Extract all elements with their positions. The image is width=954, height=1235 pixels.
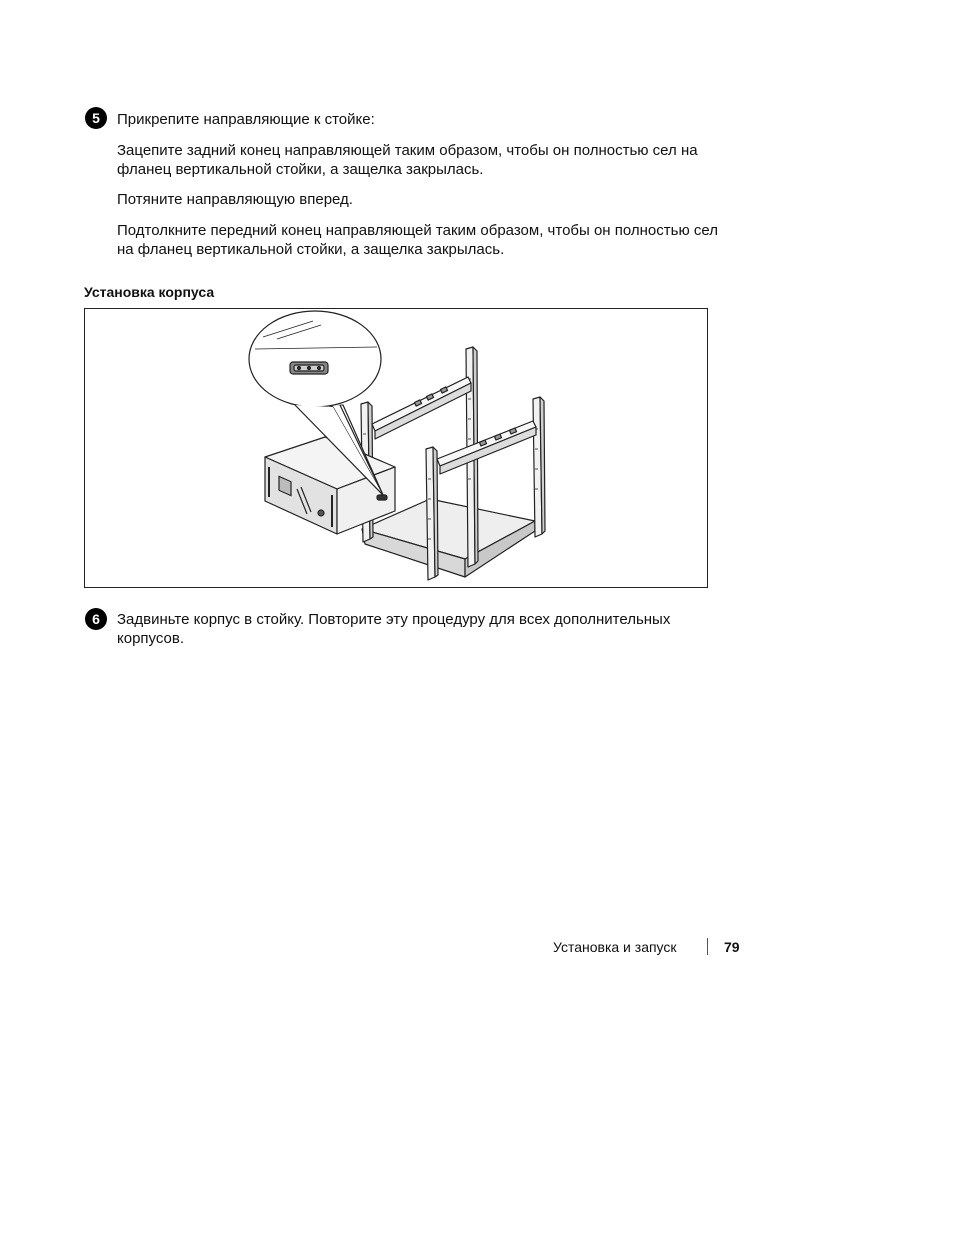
figure-frame [84,308,708,588]
step-5-sub-3: Подтолкните передний конец направляющей таким образом, чтобы он полностью сел на фланец вертикальной стойки, а защелка закрылась. [117,222,718,258]
step-5-intro: Прикрепите направляющие к стойке: [117,111,375,128]
step-5-badge: 5 [85,107,107,129]
step-5-sub-2: Потяните направляющую вперед. [117,191,353,208]
footer-separator [707,938,708,955]
step-5-sub-1: Зацепите задний конец направляющей таким образом, чтобы он полностью сел на фланец вертикальной стойки, а защелка закрылась. [117,142,698,178]
footer-page-number: 79 [724,939,740,955]
footer-section-title: Установка и запуск [553,939,677,955]
rack-installation-illustration [85,309,707,587]
step-6-badge: 6 [85,608,107,630]
step-6-text: Задвиньте корпус в стойку. Повторите эту процедуру для всех дополнительных корпусов. [117,611,671,647]
figure-caption: Установка корпуса [84,284,215,300]
